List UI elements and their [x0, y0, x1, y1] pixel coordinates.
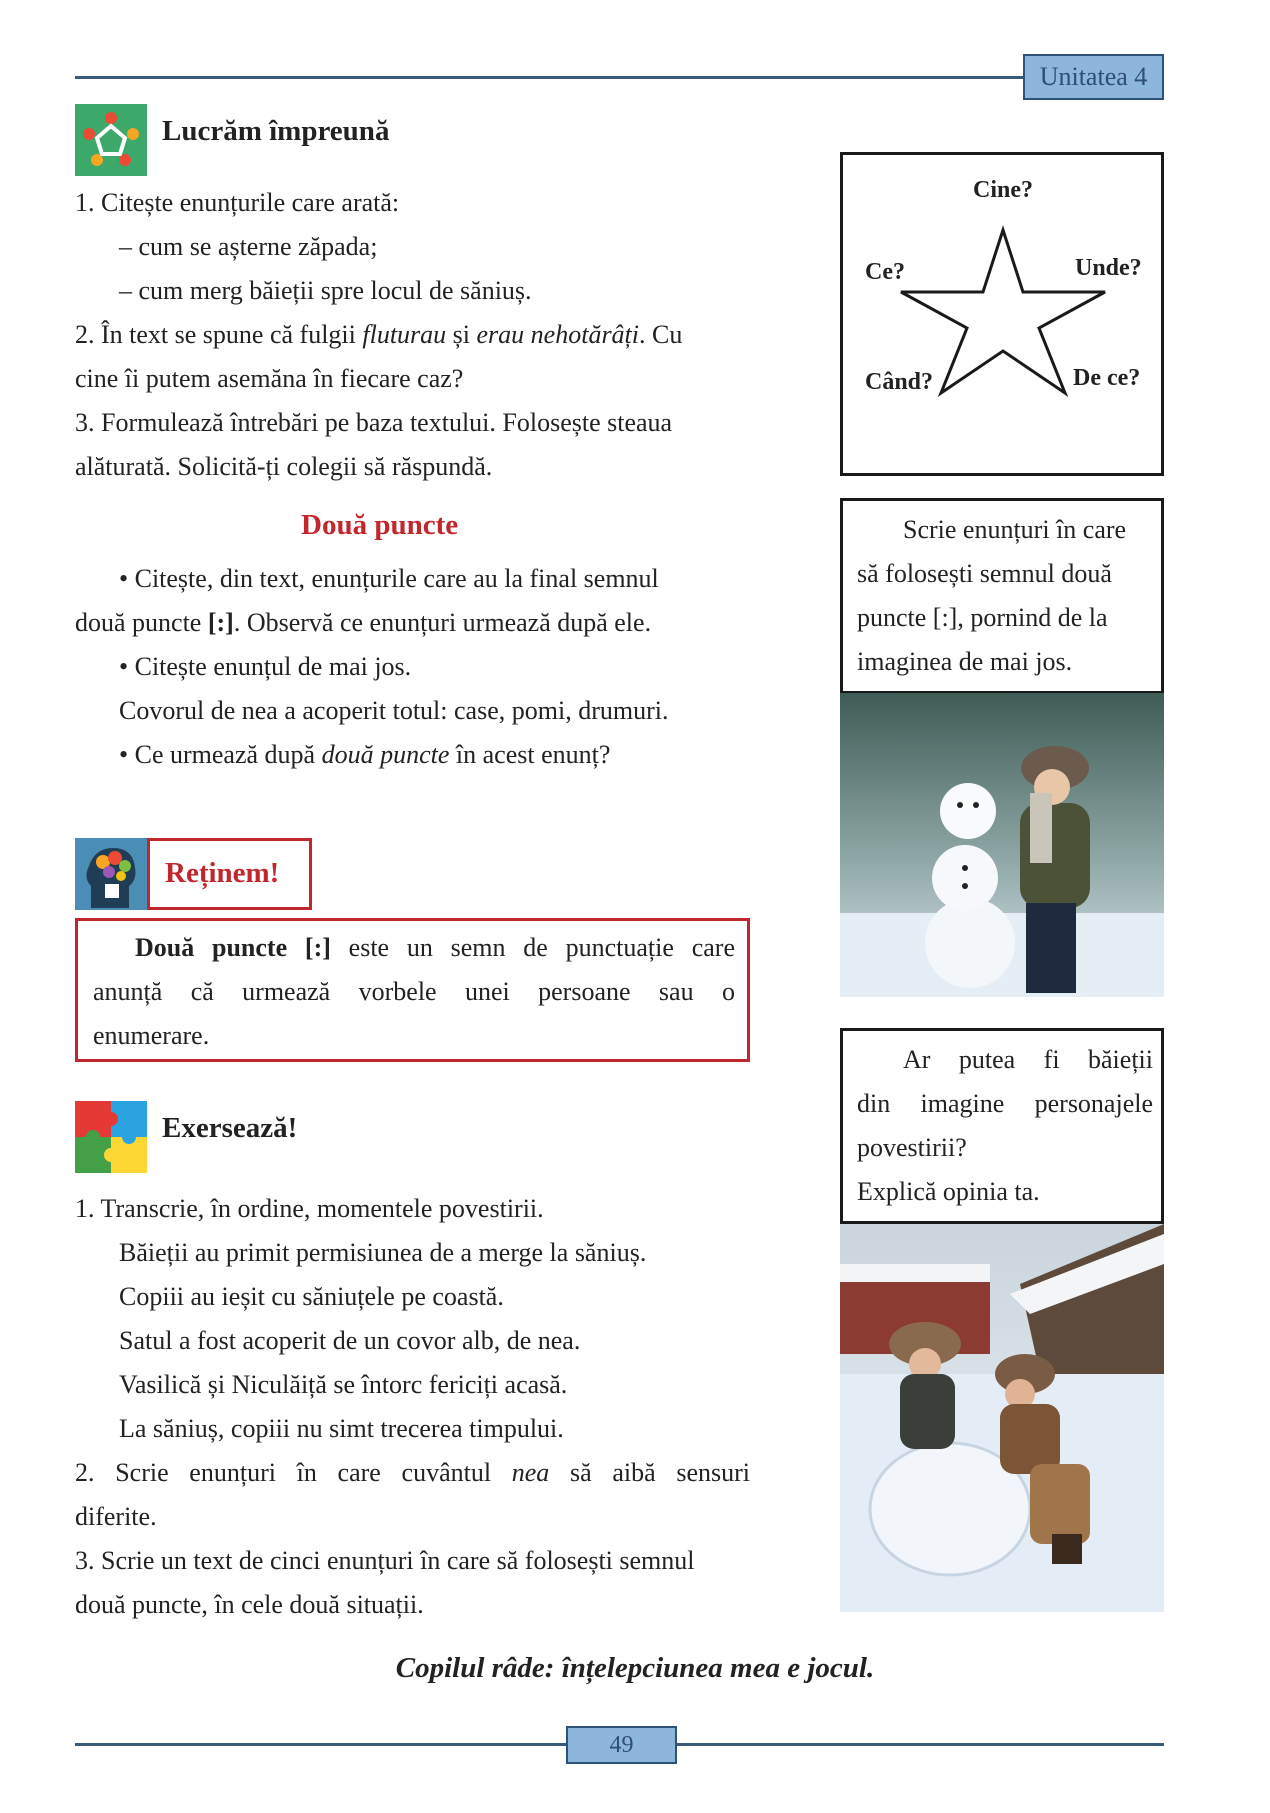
side-box-write-line-1: Scrie enunțuri în care [903, 515, 1127, 544]
exercise-line-4: Satul a fost acoperit de un covor alb, de nea. [119, 1326, 581, 1355]
boys-snowball-photo [840, 1224, 1164, 1612]
puzzle-icon [75, 1101, 147, 1173]
exercise-line-9: 3. Scrie un text de cinci enunțuri în care să folosești semnul [75, 1546, 695, 1575]
remember-line-1 [135, 926, 735, 970]
exercise-line-7-c: să aibă sensuri [549, 1458, 750, 1487]
remember-title-box [147, 838, 312, 910]
together-line-4 [75, 313, 682, 357]
together-line-5: cine îi putem asemăna în fiecare caz? [75, 364, 464, 393]
side-box-write-line-4: imaginea de mai jos. [857, 647, 1073, 676]
side-box-write [840, 498, 1164, 694]
exercise-line-5: Vasilică și Niculăiță se întorc fericiți acasă. [119, 1370, 568, 1399]
exercise-line-1: 1. Transcrie, în ordine, momentele povestirii. [75, 1194, 544, 1223]
side-box-write-line-2: să folosești semnul două [857, 559, 1112, 588]
star-label-why: De ce? [1073, 365, 1141, 391]
colon-line-2 [75, 601, 651, 645]
together-line-7: alăturată. Solicită-ți colegii să răspundă. [75, 452, 493, 481]
colon-line-2-a: două puncte [75, 608, 208, 637]
side-box-write-line-3: puncte [:], pornind de la [857, 603, 1108, 632]
together-line-2: – cum se așterne zăpada; [119, 232, 378, 261]
together-line-4-e: . Cu [639, 320, 683, 349]
star-label-who: Cine? [973, 177, 1033, 203]
snowman-photo [840, 693, 1164, 997]
remember-bold: Două puncte [:] [135, 933, 331, 962]
remember-line-3: enumerare. [93, 1021, 210, 1050]
together-line-4-b: fluturau [362, 320, 447, 349]
section-title-exercise: Exersează! [162, 1112, 298, 1144]
colon-line-3: • Citește enunțul de mai jos. [119, 652, 412, 681]
remember-rest: este un semn de punctuație care [330, 933, 735, 962]
side-box-question-line-4: Explică opinia ta. [857, 1177, 1040, 1206]
colon-line-4: Covorul de nea a acoperit totul: case, pomi, drumuri. [119, 696, 669, 725]
together-line-4-c: și [446, 320, 477, 349]
unit-badge: Unitatea 4 [1023, 54, 1164, 100]
together-line-4-d: erau nehotărâți [476, 320, 640, 349]
footer-rule-left [75, 1743, 566, 1746]
exercise-line-10: două puncte, în cele două situații. [75, 1590, 424, 1619]
side-box-question [840, 1028, 1164, 1224]
star-label-where: Unde? [1075, 255, 1142, 281]
side-box-question-line-3: povestirii? [857, 1133, 967, 1162]
exercise-line-2: Băieții au primit permisiunea de a merge la săniuș. [119, 1238, 647, 1267]
exercise-line-8: diferite. [75, 1502, 157, 1531]
exercise-line-6: La săniuș, copiii nu simt trecerea timpului. [119, 1414, 564, 1443]
remember-definition-box [75, 918, 750, 1062]
closing-quote: Copilul râde: înțelepciunea mea e jocul. [395, 1652, 875, 1684]
colon-line-2-b: [:] [207, 608, 234, 637]
colon-line-2-c: . Observă ce enunțuri urmează după ele. [233, 608, 652, 637]
colon-line-5-b: două puncte [321, 740, 450, 769]
colon-line-5 [119, 733, 610, 777]
star-label-what: Ce? [865, 259, 905, 285]
remember-line-2: anunță că urmează vorbele unei persoane sau o [93, 977, 735, 1006]
footer-rule-right [677, 1743, 1164, 1746]
together-line-6: 3. Formulează întrebări pe baza textului. Folosește steaua [75, 408, 673, 437]
exercise-line-7-a: 2. Scrie enunțuri în care cuvântul [75, 1458, 512, 1487]
exercise-line-7 [75, 1451, 750, 1495]
brain-head-icon [75, 838, 147, 910]
header-rule [75, 76, 1025, 79]
colon-line-1: • Citește, din text, enunțurile care au la final semnul [119, 564, 659, 593]
colon-line-5-a: • Ce urmează după [119, 740, 322, 769]
teamwork-icon [75, 104, 147, 176]
colon-line-5-c: în acest enunț? [449, 740, 611, 769]
section-title-colon: Două puncte [301, 509, 459, 541]
page-number: 49 [566, 1726, 677, 1764]
star-label-when: Când? [865, 369, 934, 395]
question-star-box [840, 152, 1164, 476]
together-line-4-a: 2. În text se spune că fulgii [75, 320, 363, 349]
section-title-together: Lucrăm împreună [162, 115, 390, 147]
together-line-1: 1. Citește enunțurile care arată: [75, 188, 400, 217]
exercise-line-7-b: nea [511, 1458, 550, 1487]
side-box-question-line-1: Ar putea fi băieții [903, 1045, 1153, 1074]
together-line-3: – cum merg băieții spre locul de săniuș. [119, 276, 532, 305]
exercise-line-3: Copiii au ieșit cu săniuțele pe coastă. [119, 1282, 504, 1311]
side-box-question-line-2: din imagine personajele [857, 1089, 1153, 1118]
remember-title: Reținem! [165, 857, 280, 889]
